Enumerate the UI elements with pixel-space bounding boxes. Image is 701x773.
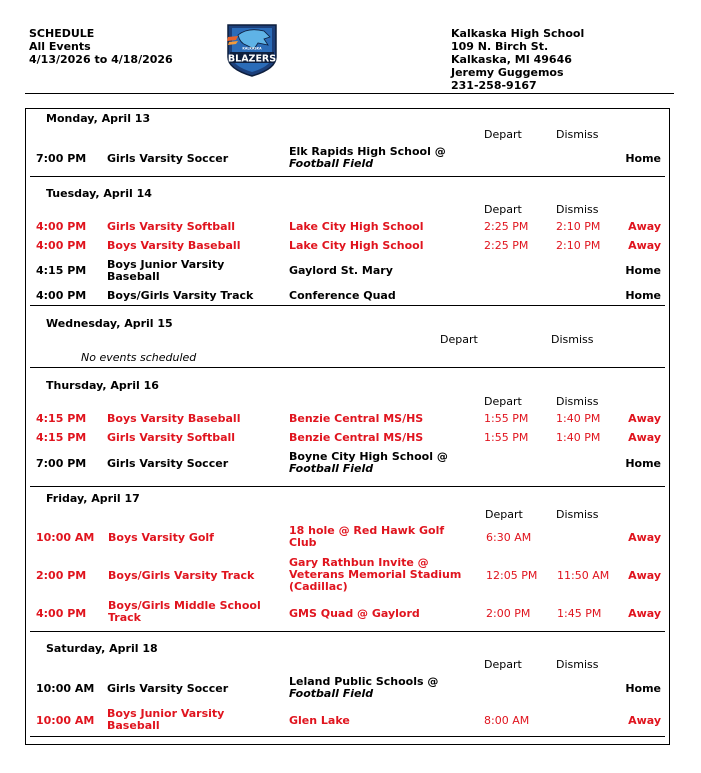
home-away: Away [628, 607, 661, 620]
event-location: Glen Lake [289, 714, 350, 727]
event-name: Boys Junior Varsity Baseball [107, 707, 225, 732]
event-location: Benzie Central MS/HS [289, 412, 424, 425]
depart-header: Depart [484, 658, 522, 671]
contact-name: Jeremy Guggemos [451, 66, 564, 79]
event-location: Lake City High School [289, 239, 424, 252]
date-range: 4/13/2026 to 4/18/2026 [29, 53, 173, 66]
dismiss-time: 2:10 PM [556, 239, 601, 252]
blazers-logo-icon [224, 23, 280, 77]
day-title: Tuesday, April 14 [46, 187, 152, 200]
dismiss-time: 11:50 AM [557, 569, 610, 582]
home-away: Home [625, 682, 661, 695]
venue-text: Football Field [289, 462, 374, 475]
event-name: Girls Varsity Soccer [107, 682, 229, 695]
depart-time: 12:05 PM [486, 569, 538, 582]
dismiss-header: Dismiss [556, 395, 599, 408]
schedule-table [25, 108, 670, 745]
event-location [289, 146, 489, 170]
depart-time: 2:25 PM [484, 220, 529, 233]
event-location: 18 hole @ Red Hawk Golf Club [289, 524, 445, 549]
school-info [451, 27, 584, 92]
depart-time: 1:55 PM [484, 412, 529, 425]
schedule-subtitle: All Events [29, 40, 91, 53]
location-text: Elk Rapids High School @ [289, 145, 446, 158]
event-location: Benzie Central MS/HS [289, 431, 424, 444]
home-away: Away [628, 412, 661, 425]
location-text: Boyne City High School @ [289, 450, 448, 463]
day-divider [30, 176, 665, 177]
dismiss-time: 1:45 PM [557, 607, 602, 620]
event-time: 4:00 PM [36, 239, 87, 252]
event-name: Girls Varsity Softball [107, 220, 236, 233]
day-title: Thursday, April 16 [46, 379, 159, 392]
home-away: Home [625, 289, 661, 302]
event-time: 4:15 PM [36, 264, 87, 277]
event-time: 2:00 PM [36, 569, 87, 582]
home-away: Home [625, 152, 661, 165]
depart-header: Depart [484, 203, 522, 216]
home-away: Away [628, 431, 661, 444]
day-divider [30, 305, 665, 306]
day-divider [30, 486, 665, 487]
event-name: Boys/Girls Middle School Track [108, 599, 261, 624]
schedule-title: SCHEDULE [29, 27, 95, 40]
depart-time: 8:00 AM [484, 714, 530, 727]
dismiss-time: 1:40 PM [556, 431, 601, 444]
dismiss-header: Dismiss [551, 333, 594, 346]
home-away: Home [625, 457, 661, 470]
home-away: Away [628, 569, 661, 582]
venue-text: Football Field [289, 687, 374, 700]
event-name: Girls Varsity Soccer [107, 457, 229, 470]
event-location: Gaylord St. Mary [289, 264, 393, 277]
event-time: 4:15 PM [36, 412, 87, 425]
dismiss-header: Dismiss [556, 658, 599, 671]
day-divider [30, 631, 665, 632]
home-away: Away [628, 239, 661, 252]
event-name: Girls Varsity Soccer [107, 152, 229, 165]
no-events-message: No events scheduled [81, 351, 197, 364]
school-address-line1: 109 N. Birch St. [451, 40, 549, 53]
depart-time: 2:25 PM [484, 239, 529, 252]
school-name: Kalkaska High School [451, 27, 585, 40]
location-text: Leland Public Schools @ [289, 675, 439, 688]
event-location [289, 676, 489, 700]
event-name: Boys/Girls Varsity Track [108, 569, 255, 582]
event-time: 4:00 PM [36, 289, 87, 302]
event-name: Boys Varsity Golf [108, 531, 214, 544]
depart-header: Depart [440, 333, 478, 346]
event-name: Boys Varsity Baseball [107, 239, 241, 252]
event-time: 10:00 AM [36, 682, 95, 695]
event-location: Conference Quad [289, 289, 396, 302]
depart-time: 1:55 PM [484, 431, 529, 444]
dismiss-header: Dismiss [556, 128, 599, 141]
day-title: Monday, April 13 [46, 112, 151, 125]
event-time: 10:00 AM [36, 531, 95, 544]
venue-text: Football Field [289, 157, 374, 170]
dismiss-header: Dismiss [556, 203, 599, 216]
header-divider [25, 93, 674, 94]
day-title: Friday, April 17 [46, 492, 140, 505]
event-name: Boys Varsity Baseball [107, 412, 241, 425]
event-time: 7:00 PM [36, 457, 87, 470]
home-away: Home [625, 264, 661, 277]
home-away: Away [628, 531, 661, 544]
day-divider [30, 736, 665, 737]
logo-text: BLAZERS [227, 53, 277, 65]
contact-phone: 231-258-9167 [451, 79, 537, 92]
home-away: Away [628, 220, 661, 233]
logo-small-text: KALKASKA [242, 46, 262, 51]
schedule-header [29, 27, 173, 66]
event-time: 7:00 PM [36, 152, 87, 165]
depart-header: Depart [484, 395, 522, 408]
event-location: GMS Quad @ Gaylord [289, 607, 420, 620]
day-divider [30, 367, 665, 368]
day-title: Wednesday, April 15 [46, 317, 173, 330]
dismiss-header: Dismiss [556, 508, 599, 521]
dismiss-time: 1:40 PM [556, 412, 601, 425]
day-title: Saturday, April 18 [46, 642, 158, 655]
event-location: Gary Rathbun Invite @ Veterans Memorial Stadium (Cadillac) [289, 556, 462, 593]
event-name: Boys/Girls Varsity Track [107, 289, 254, 302]
event-name: Boys Junior Varsity Baseball [107, 258, 225, 283]
school-address-line2: Kalkaska, MI 49646 [451, 53, 572, 66]
dismiss-time: 2:10 PM [556, 220, 601, 233]
depart-header: Depart [484, 128, 522, 141]
event-name: Girls Varsity Softball [107, 431, 236, 444]
home-away: Away [628, 714, 661, 727]
event-time: 4:00 PM [36, 220, 87, 233]
depart-header: Depart [485, 508, 523, 521]
event-location: Lake City High School [289, 220, 424, 233]
depart-time: 2:00 PM [486, 607, 531, 620]
event-location [289, 451, 489, 475]
event-time: 4:15 PM [36, 431, 87, 444]
depart-time: 6:30 AM [486, 531, 532, 544]
event-time: 4:00 PM [36, 607, 87, 620]
event-time: 10:00 AM [36, 714, 95, 727]
